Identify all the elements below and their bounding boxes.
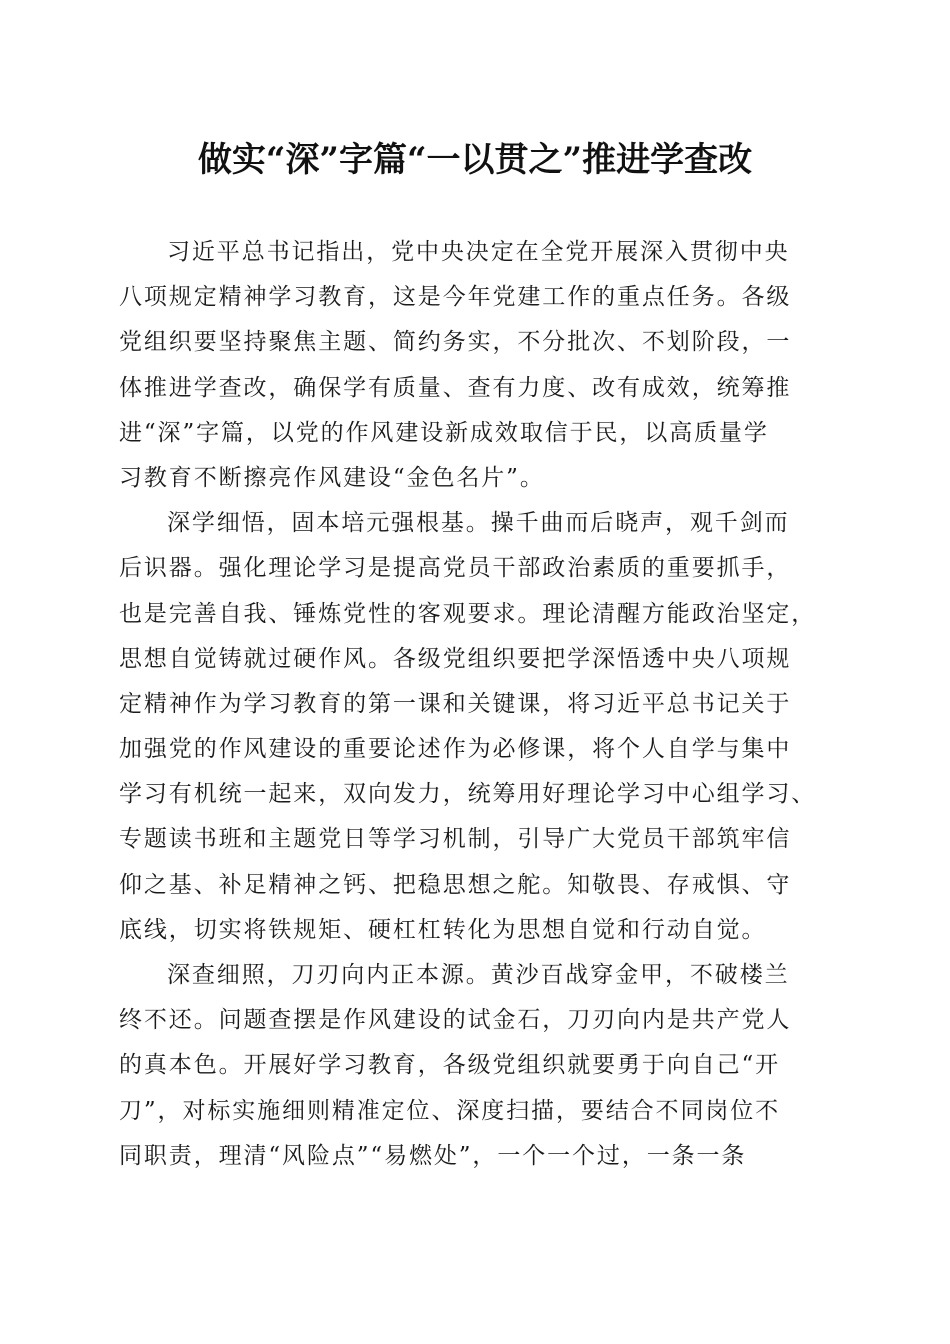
text-line: 深学细悟，固本培元强根基。操千曲而后晓声，观千剑而 [167,510,790,537]
text-line: 习教育不断擦亮作风建设“金色名片”。 [119,464,545,491]
text-line: 后识器。强化理论学习是提高党员干部政治素质的重要抓手， [119,555,792,582]
text-line: 体推进学查改，确保学有质量、查有力度、改有成效，统筹推 [119,374,792,401]
text-line: 进“深”字篇，以党的作风建设新成效取信于民，以高质量学 [119,419,769,446]
document-title: 做实“深”字篇“一以贯之”推进学查改 [197,140,753,180]
text-line: 深查细照，刀刃向内正本源。黄沙百战穿金甲，不破楼兰 [167,962,790,988]
text-line: 八项规定精神学习教育，这是今年党建工作的重点任务。各级 [119,284,792,311]
text-line: 学习有机统一起来，双向发力，统筹用好理论学习中心组学习、 [119,781,817,808]
text-line: 定精神作为学习教育的第一课和关键课，将习近平总书记关于 [119,690,792,717]
text-line: 专题读书班和主题党日等学习机制，引导广大党员干部筑牢信 [119,826,792,853]
text-line: 仰之基、补足精神之钙、把稳思想之舵。知敬畏、存戒惧、守 [119,871,792,898]
text-line: 同职责，理清“风险点”“易燃处”，一个一个过，一条一条 [119,1142,747,1169]
text-line: 也是完善自我、锤炼党性的客观要求。理论清醒方能政治坚定， [119,600,817,627]
text-line: 终不还。问题查摆是作风建设的试金石，刀刃向内是共产党人 [119,1007,792,1034]
text-line: 刀”，对标实施细则精准定位、深度扫描，要结合不同岗位不 [119,1097,781,1124]
text-line: 党组织要坚持聚焦主题、简约务实，不分批次、不划阶段，一 [119,329,792,356]
paragraph-3 [119,953,829,1179]
text-line: 加强党的作风建设的重要论述作为必修课，将个人自学与集中 [119,736,792,763]
text-line: 的真本色。开展好学习教育，各级党组织就要勇于向自己“开 [119,1052,781,1079]
text-line: 习近平总书记指出，党中央决定在全党开展深入贯彻中央 [167,239,790,265]
text-line: 思想自觉铸就过硬作风。各级党组织要把学深悟透中央八项规 [119,645,792,672]
document-body [119,230,829,1179]
text-line: 底线，切实将铁规矩、硬杠杠转化为思想自觉和行动自觉。 [119,916,767,943]
paragraph-2 [119,501,829,953]
paragraph-1 [119,230,829,501]
